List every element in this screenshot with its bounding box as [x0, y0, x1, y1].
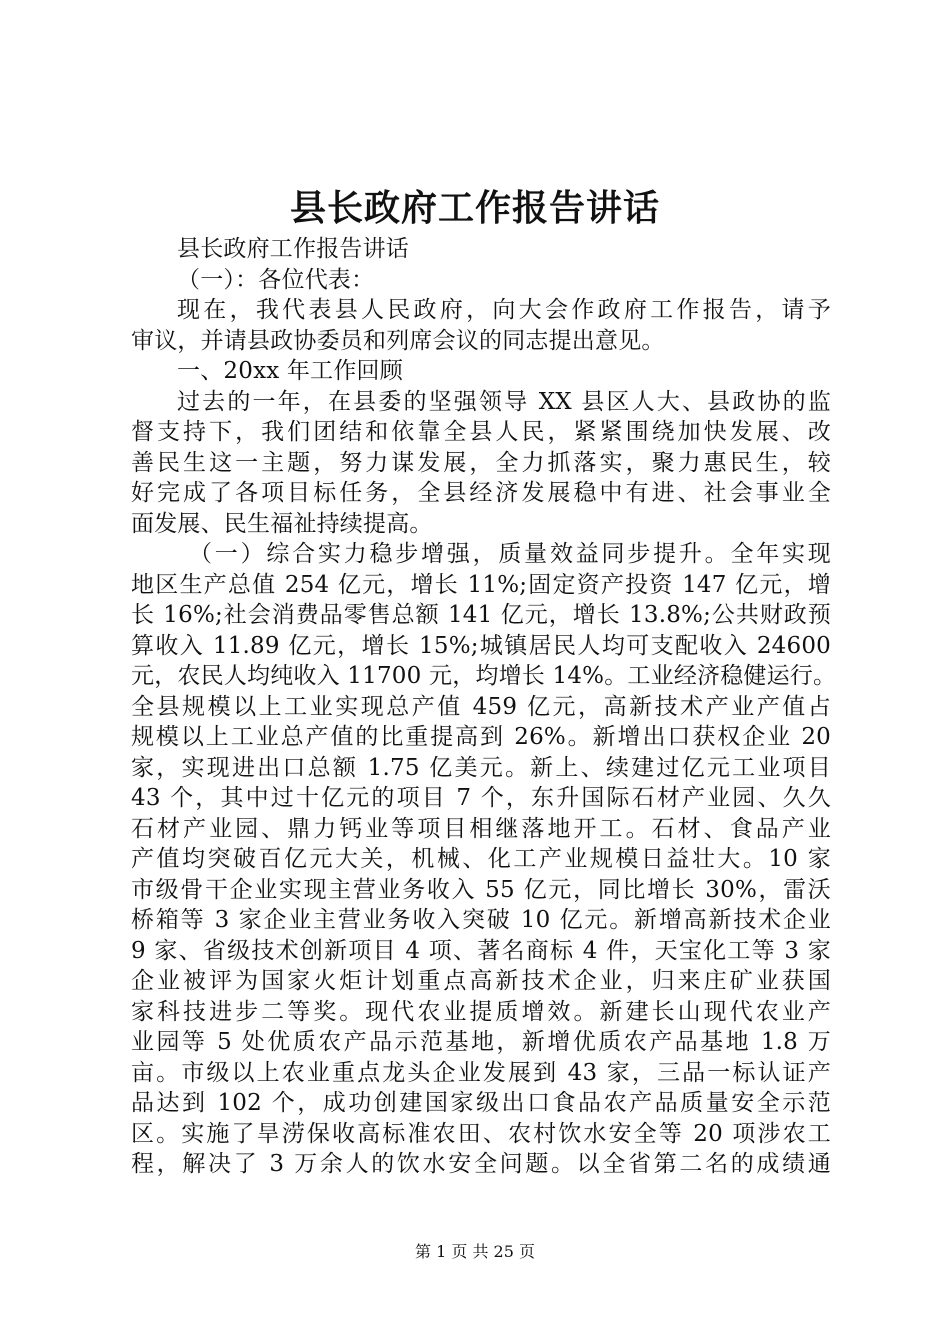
- body-line: 现在，我代表县人民政府，向大会作政府工作报告，请予: [177, 297, 831, 323]
- document-title: 县长政府工作报告讲话: [289, 187, 660, 229]
- body-line: 程，解决了 3 万余人的饮水安全问题。以全省第二名的成绩通: [131, 1151, 831, 1177]
- body-line: 元，农民人均纯收入 11700 元，均增长 14%。工业经济稳健运行。: [131, 663, 837, 689]
- document-body: [131, 234, 837, 1180]
- body-line: 桥箱等 3 家企业主营业务收入突破 10 亿元。新增高新技术企业: [131, 907, 831, 933]
- body-line: 审议，并请县政协委员和列席会议的同志提出意见。: [131, 327, 665, 354]
- body-line: 一、20xx 年工作回顾: [177, 358, 403, 384]
- body-line: 家科技进步二等奖。现代农业提质增效。新建长山现代农业产: [131, 998, 831, 1025]
- body-line: （一）：各位代表：: [177, 266, 375, 293]
- body-line: 9 家、省级技术创新项目 4 项、著名商标 4 件，天宝化工等 3 家: [131, 937, 831, 964]
- body-line: 督支持下，我们团结和依靠全县人民，紧紧围绕加快发展、改: [131, 419, 831, 445]
- body-line: 区。实施了旱涝保收高标准农田、农村饮水安全等 20 项涉农工: [131, 1120, 831, 1147]
- body-line: 地区生产总值 254 亿元，增长 11%;固定资产投资 147 亿元，增: [131, 571, 831, 598]
- body-line: 产值均突破百亿元大关，机械、化工产业规模日益壮大。10 家: [131, 846, 831, 872]
- body-line: 过去的一年，在县委的坚强领导 XX 县区人大、县政协的监: [177, 388, 831, 415]
- body-line: 业园等 5 处优质农产品示范基地，新增优质农产品基地 1.8 万: [131, 1029, 831, 1055]
- body-line: 好完成了各项目标任务，全县经济发展稳中有进、社会事业全: [131, 480, 831, 506]
- body-line: 亩。市级以上农业重点龙头企业发展到 43 家，三品一标认证产: [131, 1059, 831, 1086]
- body-line: 县长政府工作报告讲话: [177, 236, 409, 262]
- body-line: 品达到 102 个，成功创建国家级出口食品农产品质量安全示范: [131, 1090, 831, 1116]
- body-line: 善民生这一主题，努力谋发展，全力抓落实，聚力惠民生，较: [131, 449, 831, 476]
- body-line: 石材产业园、鼎力钙业等项目相继落地开工。石材、食品产业: [131, 815, 831, 842]
- body-line: 面发展、民生福祉持续提高。: [131, 510, 433, 537]
- body-line: 市级骨干企业实现主营业务收入 55 亿元，同比增长 30%，雷沃: [131, 876, 831, 903]
- body-line: 43 个，其中过十亿元的项目 7 个，东升国际石材产业园、久久: [131, 785, 831, 811]
- body-line: 全县规模以上工业实现总产值 459 亿元，高新技术产业产值占: [131, 693, 831, 720]
- body-line: 规模以上工业总产值的比重提高到 26%。新增出口获权企业 20: [131, 724, 831, 750]
- body-line: （一）综合实力稳步增强，质量效益同步提升。全年实现: [189, 541, 831, 567]
- body-line: 家，实现进出口总额 1.75 亿美元。新上、续建过亿元工业项目: [131, 754, 831, 781]
- body-line: 企业被评为国家火炬计划重点高新技术企业，归来庄矿业获国: [131, 968, 831, 994]
- page-footer: 第 1 页 共 25 页: [415, 1242, 535, 1261]
- body-line: 长 16%;社会消费品零售总额 141 亿元，增长 13.8%;公共财政预: [131, 602, 831, 628]
- body-line: 算收入 11.89 亿元，增长 15%;城镇居民人均可支配收入 24600: [131, 632, 831, 659]
